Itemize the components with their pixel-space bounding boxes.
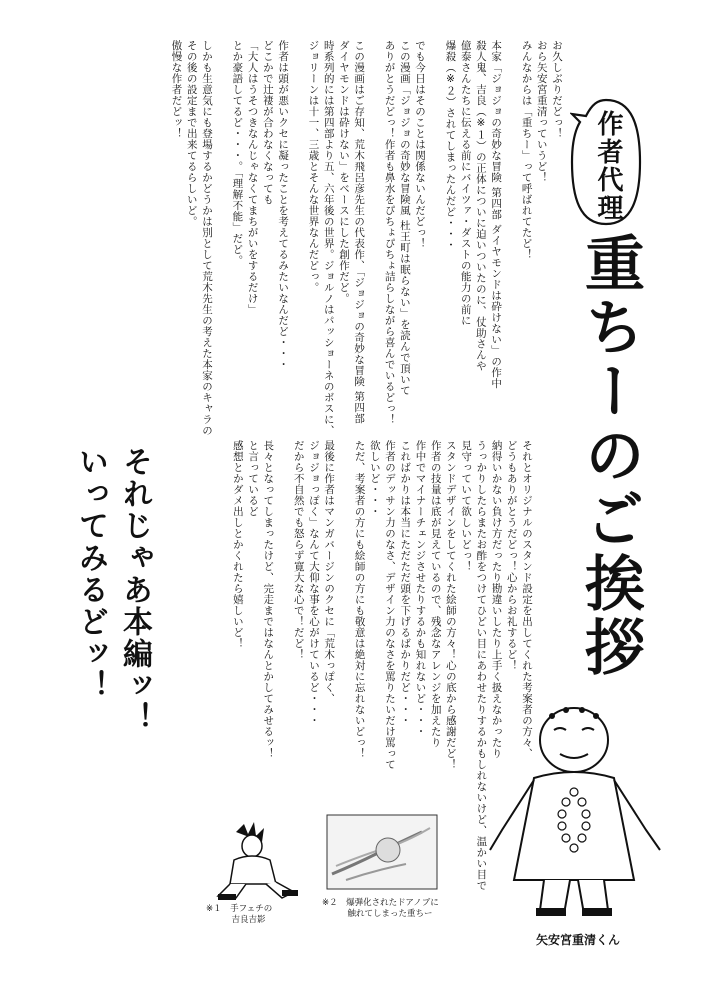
caption-kira: ※１ 手フェチの 吉良吉影 (206, 904, 273, 926)
body-text-upper: お久しぶりだどっ！ おら矢安宮重清っていうど！ みんなからは「重ちー」って呼ばれてたど！ 本家「ジョジョの奇妙な冒険 第四部 ダイヤモンドは砕けない」の作中 殺人鬼、吉良（※１）の正体についに迫いついたのに、仗助さんや 億泰さんたちに伝える前にバイツァ・ダストの能力の前に 爆殺（※２）されてしまったんだど・・・ でも今日はそのことは関係ないんだどっ！ この漫画「ジョジョの奇妙な冒険風 杜王町は眠らない」を読んで頂いて ありがとうだどっ！作者も鼻水をぴちょぴちょ詰らしながら喜んでいるどっ！ この漫画はご存知、荒木飛呂彦先生の代表作、「ジョジョの奇妙な冒険 第四部 ダイヤモンドは砕けない」をベースにした創作だど。 時系列的には第四部より五、六年後の世界。ジョルノはパッショーネのボスに、 ジョリーンは十一、三歳とそんな世界なんだどっ。 作者は頭が悪いクセに凝ったことを考えてるみたいなんだど・・・ どこかで辻褄が合わなくなっても 「大人はうそつきなんじゃなくてまちがいをするだけ」 とか豪語してるど・・・。「理解不能」だど。 しかも生意気にも登場するかどうかは別として荒木先生の考えた本家のキャラの その後の設定まで出来てるらしいど。 傲慢な作者だどッ！ (170, 40, 563, 436)
shigechi-illustration (474, 700, 674, 928)
explosion-panel (326, 814, 438, 890)
page-title: 重ちーのご挨拶 (575, 232, 645, 680)
closing-line-2: いってみるどッ！ (73, 446, 108, 702)
kira-illustration (196, 822, 306, 902)
body-text-lower: それとオリジナルのスタンド設定を出してくれた考案者の方々、 どうもありがとうだどっ！心からお礼するど！ 納得いかない負け方だったり勘違いしたり上手く扱えなかったり うっかりしたらまたお酢をつけてひどい目にあわせたりするかもしれないけど、温かい目で 見守っていて欲しいどっ！ スタンドデザインをしてくれた絵師の方々！心の底から感謝だど！ 作者の技量は底が見えているので、残念なアレンジを加えたり 作中でマイナーチェンジさせたりするかも知れないど・・・ こればかりは本当にただただ頭を下げるばかりだど・・・ 作者のデッサン力のなさ、デザイン力のなさを罵りたいだけ罵って 欲しいど・・・ ただ、考案者の方にも絵師の方にも敬意は絶対に忘れないどっ！ 最後に作者はマンガバージンのクセに「荒木っぽく、 ジョジョっぽく」なんて大仰な事を心がけているど・・・ だから不自然でも怒らず寛大な心で！だど！ 長々となってしまったけど、完走まではなんとかしてみせるッ！ と言っているど 感想とかダメ出しとかくれたら嬉しいど！ (231, 440, 533, 891)
bubble-label: 作者代理 (593, 110, 623, 222)
caption-explosion: ※２ 爆弾化されたドアノブに 触れてしまった重ちー (322, 898, 439, 920)
speech-bubble (570, 96, 642, 228)
caption-shigechi: 矢安宮重清くん (536, 933, 621, 947)
closing-line-1: それじゃあ本編ッ！ (117, 446, 152, 734)
